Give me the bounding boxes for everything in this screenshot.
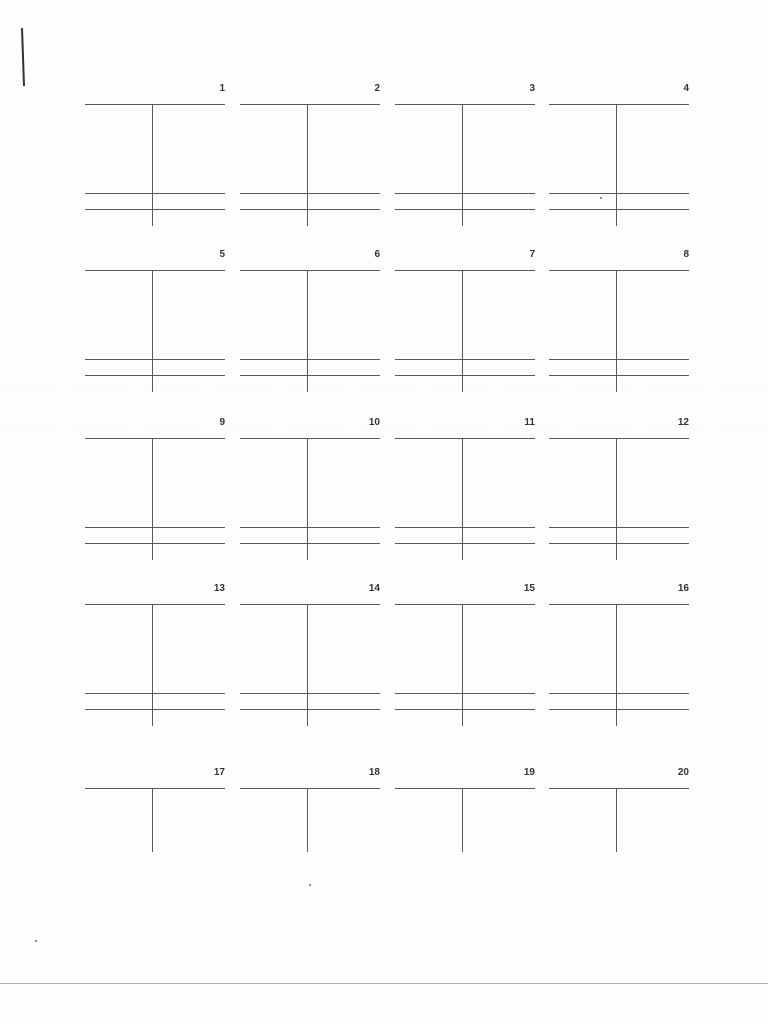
account-number: 17 [213,767,225,778]
account-vertical-line [307,438,308,560]
account-number: 19 [523,767,535,778]
account-top-line [85,604,225,605]
account-cell-16 [549,584,689,734]
account-total-line [85,543,225,544]
account-vertical-line [307,104,308,226]
account-top-line [549,788,689,789]
account-number: 3 [529,83,535,94]
account-vertical-line [307,788,308,852]
account-top-line [85,104,225,105]
account-cell-11 [395,418,535,568]
account-balance-line [240,193,380,194]
account-top-line [395,270,535,271]
scan-speck [309,884,311,886]
scan-speck [35,940,37,942]
account-number: 20 [677,767,689,778]
account-number: 18 [368,767,380,778]
account-top-line [240,788,380,789]
bottom-scan-rule [0,983,768,984]
account-top-line [395,104,535,105]
account-total-line [549,209,689,210]
account-number: 8 [683,249,689,260]
account-top-line [395,788,535,789]
account-top-line [85,438,225,439]
account-balance-line [395,693,535,694]
account-top-line [240,270,380,271]
account-total-line [549,709,689,710]
account-total-line [85,209,225,210]
account-balance-line [85,193,225,194]
account-vertical-line [462,270,463,392]
account-vertical-line [616,604,617,726]
account-balance-line [549,193,689,194]
account-number: 2 [374,83,380,94]
account-top-line [395,438,535,439]
account-top-line [240,438,380,439]
account-cell-18 [240,768,380,858]
account-vertical-line [462,604,463,726]
account-balance-line [240,693,380,694]
account-cell-2 [240,84,380,234]
account-cell-5 [85,250,225,400]
account-balance-line [240,359,380,360]
account-total-line [395,543,535,544]
account-vertical-line [152,438,153,560]
account-balance-line [395,527,535,528]
account-balance-line [549,359,689,360]
account-balance-line [549,693,689,694]
account-cell-9 [85,418,225,568]
account-number: 1 [219,83,225,94]
account-vertical-line [616,270,617,392]
account-total-line [549,375,689,376]
account-vertical-line [307,270,308,392]
account-vertical-line [462,788,463,852]
account-balance-line [240,527,380,528]
account-vertical-line [462,438,463,560]
account-cell-15 [395,584,535,734]
account-number: 10 [368,417,380,428]
account-total-line [85,375,225,376]
account-total-line [395,709,535,710]
account-number: 11 [524,417,535,428]
account-cell-6 [240,250,380,400]
account-cell-19 [395,768,535,858]
account-top-line [395,604,535,605]
scan-edge-mark [21,28,25,86]
account-number: 6 [374,249,380,260]
account-cell-10 [240,418,380,568]
account-total-line [240,375,380,376]
account-number: 9 [219,417,225,428]
account-cell-17 [85,768,225,858]
account-number: 13 [213,583,225,594]
account-vertical-line [152,270,153,392]
account-cell-1 [85,84,225,234]
account-total-line [549,543,689,544]
account-top-line [240,604,380,605]
account-cell-3 [395,84,535,234]
account-number: 16 [677,583,689,594]
account-vertical-line [616,104,617,226]
account-top-line [549,104,689,105]
account-total-line [240,709,380,710]
account-number: 12 [677,417,689,428]
account-cell-4 [549,84,689,234]
account-top-line [85,270,225,271]
account-top-line [85,788,225,789]
account-vertical-line [152,788,153,852]
account-top-line [549,604,689,605]
account-top-line [549,270,689,271]
account-vertical-line [152,604,153,726]
account-top-line [549,438,689,439]
account-number: 7 [529,249,535,260]
account-cell-14 [240,584,380,734]
account-vertical-line [616,788,617,852]
account-vertical-line [152,104,153,226]
account-number: 14 [368,583,380,594]
account-balance-line [395,193,535,194]
account-vertical-line [616,438,617,560]
account-total-line [395,375,535,376]
account-cell-20 [549,768,689,858]
account-number: 15 [523,583,535,594]
account-balance-line [85,359,225,360]
account-total-line [395,209,535,210]
account-balance-line [85,527,225,528]
account-total-line [85,709,225,710]
account-top-line [240,104,380,105]
account-total-line [240,543,380,544]
account-total-line [240,209,380,210]
account-cell-7 [395,250,535,400]
account-vertical-line [307,604,308,726]
account-balance-line [85,693,225,694]
account-balance-line [395,359,535,360]
account-cell-13 [85,584,225,734]
account-balance-line [549,527,689,528]
account-cell-8 [549,250,689,400]
account-number: 5 [219,249,225,260]
account-number: 4 [683,83,689,94]
account-cell-12 [549,418,689,568]
account-vertical-line [462,104,463,226]
